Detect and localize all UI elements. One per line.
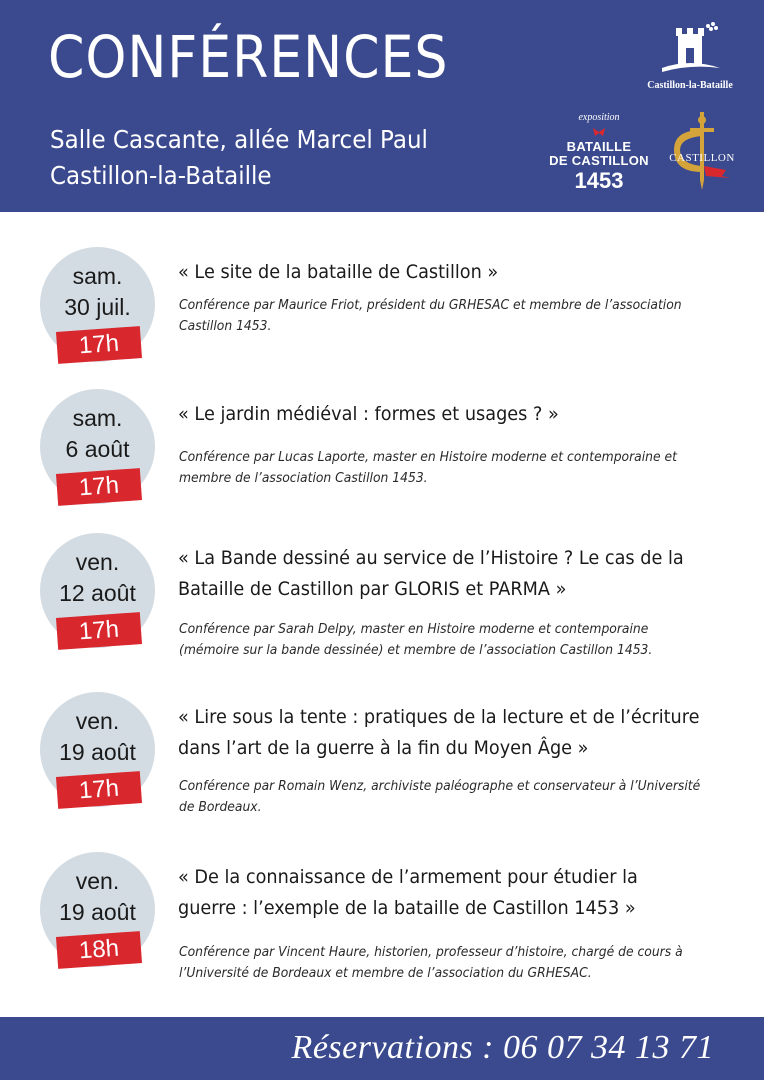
event-day: sam. [72, 263, 123, 289]
time-badge: 17h [56, 326, 142, 364]
event-date: 19 août [59, 899, 136, 925]
event-description: Conférence par Maurice Friot, président du GRHESAC et membre de l’association Castillon 1453. [179, 298, 682, 334]
exposition-line-2: DE CASTILLON [549, 153, 649, 168]
event-title: « Le site de la bataille de Castillon » [178, 261, 499, 283]
town-logo-label: Castillon-la-Bataille [647, 80, 733, 91]
footer-banner [0, 1017, 764, 1080]
header-banner [0, 0, 764, 212]
event-date: 12 août [59, 580, 136, 606]
venue-address [50, 122, 428, 194]
event-item [0, 389, 764, 519]
event-title: « De la connaissance de l’armement pour étudier la guerre : l’exemple de la bataille de Castillon 1453 » [178, 866, 638, 919]
event-day: ven. [75, 708, 120, 734]
event-date: 30 juil. [64, 294, 131, 320]
time-badge: 18h [56, 931, 142, 969]
heraldic-icon [592, 126, 606, 138]
page-title: CONFÉRENCES [48, 23, 449, 91]
time-badge: 17h [56, 771, 142, 809]
event-item [0, 692, 764, 822]
castillon-town-logo [630, 18, 750, 98]
event-day: ven. [75, 868, 120, 894]
time-badge: 17h [56, 468, 142, 506]
venue-line-1: Salle Cascante, allée Marcel Paul [50, 125, 428, 154]
event-description: Conférence par Romain Wenz, archiviste paléographe et conservateur à l’Université de Bordeaux. [179, 779, 701, 815]
event-date: 19 août [59, 739, 136, 765]
exposition-year: 1453 [574, 168, 624, 193]
event-item [0, 533, 764, 663]
exposition-line-1: BATAILLE [566, 139, 632, 154]
event-item [0, 852, 764, 982]
event-title: « La Bande dessiné au service de l’Histoire ? Le cas de la Bataille de Castillon par GLORIS et PARMA » [178, 547, 684, 600]
exposition-logo [540, 110, 658, 196]
event-item [0, 247, 764, 377]
event-title: « Lire sous la tente : pratiques de la lecture et de l’écriture dans l’art de la guerre à la fin du Moyen Âge » [178, 706, 700, 759]
event-description: Conférence par Vincent Haure, historien, professeur d’histoire, chargé de cours à l’Université de Bordeaux et membre de l’association du GRHESAC. [179, 945, 683, 981]
event-day: sam. [72, 405, 123, 431]
bataille-castillon-logo [660, 110, 744, 196]
event-day: ven. [75, 549, 120, 575]
bataille-logo-label: CASTILLON [669, 152, 735, 164]
reservations-phone: Réservations : 06 07 34 13 71 [291, 1029, 714, 1066]
event-title: « Le jardin médiéval : formes et usages ? » [178, 403, 559, 425]
event-description: Conférence par Lucas Laporte, master en Histoire moderne et contemporaine et membre de l’association Castillon 1453. [179, 450, 677, 486]
event-date: 6 août [65, 436, 130, 462]
venue-line-2: Castillon-la-Bataille [50, 161, 272, 190]
time-badge: 17h [56, 612, 142, 650]
exposition-label: exposition [578, 112, 620, 123]
castle-icon [630, 18, 750, 80]
event-description: Conférence par Sarah Delpy, master en Histoire moderne et contemporaine (mémoire sur la bande dessinée) et membre de l’association Castillon 1453. [179, 622, 653, 658]
